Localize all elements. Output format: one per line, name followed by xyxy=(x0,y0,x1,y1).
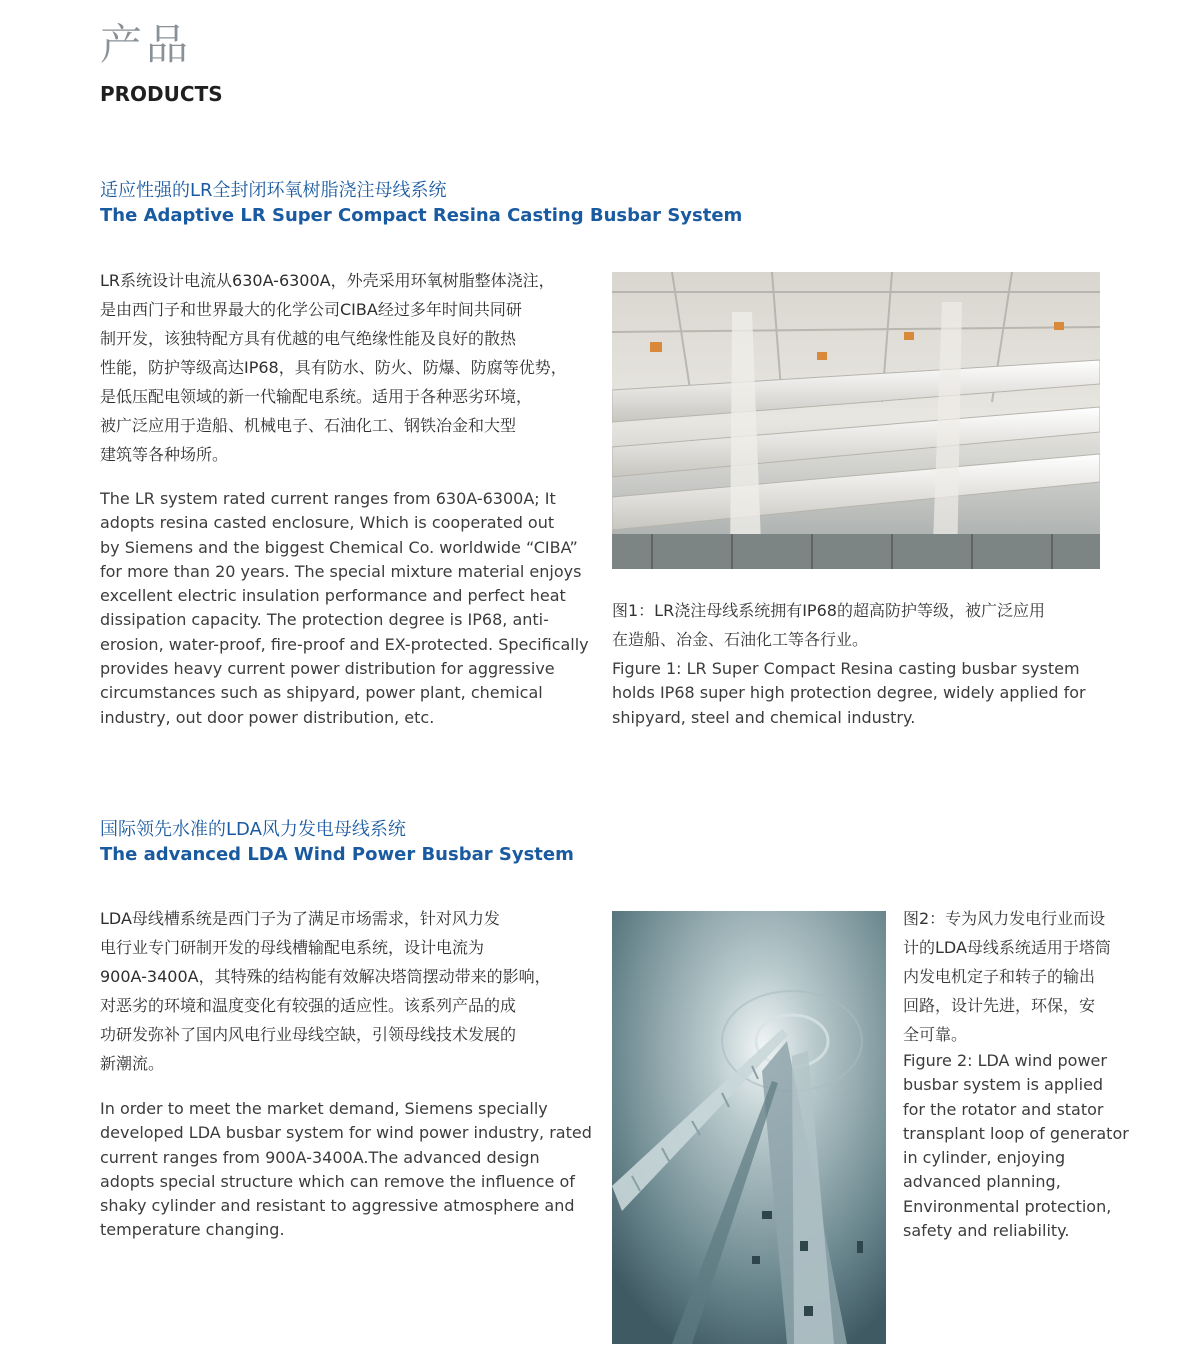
section2-body-en: In order to meet the market demand, Siemens specially developed LDA busbar system for wind power industry, rated current ranges from 900A-3400A.The advanced design adopts special structure which can remove the influence of shaky cylinder and resistant to aggressive atmosphere and temperature changing. xyxy=(100,1099,592,1240)
section1-title-cn: 适应性强的LR全封闭环氧树脂浇注母线系统 xyxy=(100,180,447,201)
figure2-caption-en: Figure 2: LDA wind power busbar system is applied for the rotator and stator transplant loop of generator in cylinder, enjoying advanced planning, Environmental protection, safety and reliability. xyxy=(903,1051,1129,1241)
section1-body-en: The LR system rated current ranges from 630A-6300A; It adopts resina casted enclosure, Which is cooperated out by Siemens and the biggest Chemical Co. worldwide “CIBA” for more than 20 years. The special mixture material enjoys excellent electric insulation performance and perfect heat dissipation capacity. The protection degree is IP68, anti- erosion, water-proof, fire-proof and EX-protected. Specifically provides heavy current power distribution for aggressive circumstances such as shipyard, power plant, chemical industry, out door power distribution, etc. xyxy=(100,489,589,727)
page-title-en: PRODUCTS xyxy=(100,82,223,106)
figure1-caption-en: Figure 1: LR Super Compact Resina casting busbar system holds IP68 super high protection degree, widely applied for shipyard, steel and chemical industry. xyxy=(612,659,1086,727)
page-title-cn: 产品 xyxy=(100,20,193,69)
figure2-image xyxy=(612,911,886,1344)
figure2-tower-photo xyxy=(612,911,886,1344)
figure1-image xyxy=(612,272,1100,569)
section2-body-cn: LDA母线槽系统是西门子为了满足市场需求，针对风力发 电行业专门研制开发的母线槽输配电系统，设计电流为 900A-3400A，其特殊的结构能有效解决塔筒摆动带来的影响， 对恶劣的环境和温度变化有较强的适应性。该系列产品的成 功研发弥补了国内风电行业母线空缺，引领母线技术发展的 新潮流。 xyxy=(100,909,551,1073)
figure1-caption-cn: 图1：LR浇注母线系统拥有IP68的超高防护等级，被广泛应用 在造船、冶金、石油化工等各行业。 xyxy=(612,601,1045,649)
figure1-busbar-photo xyxy=(612,272,1100,569)
figure2-caption-cn: 图2：专为风力发电行业而设 计的LDA母线系统适用于塔筒 内发电机定子和转子的输出 回路，设计先进，环保，安 全可靠。 xyxy=(903,909,1111,1044)
section1-body-cn: LR系统设计电流从630A-6300A，外壳采用环氧树脂整体浇注， 是由西门子和世界最大的化学公司CIBA经过多年时间共同研 制开发，该独特配方具有优越的电气绝缘性能及良好的散热 性能，防护等级高达IP68，具有防水、防火、防爆、防腐等优势， 是低压配电领域的新一代输配电系统。适用于各种恶劣环境， 被广泛应用于造船、机械电子、石油化工、钢铁冶金和大型 建筑等各种场所。 xyxy=(100,271,567,464)
section2-title-en: The advanced LDA Wind Power Busbar System xyxy=(100,844,574,865)
section1-title-en: The Adaptive LR Super Compact Resina Casting Busbar System xyxy=(100,205,743,226)
section2-title-cn: 国际领先水准的LDA风力发电母线系统 xyxy=(100,819,406,840)
